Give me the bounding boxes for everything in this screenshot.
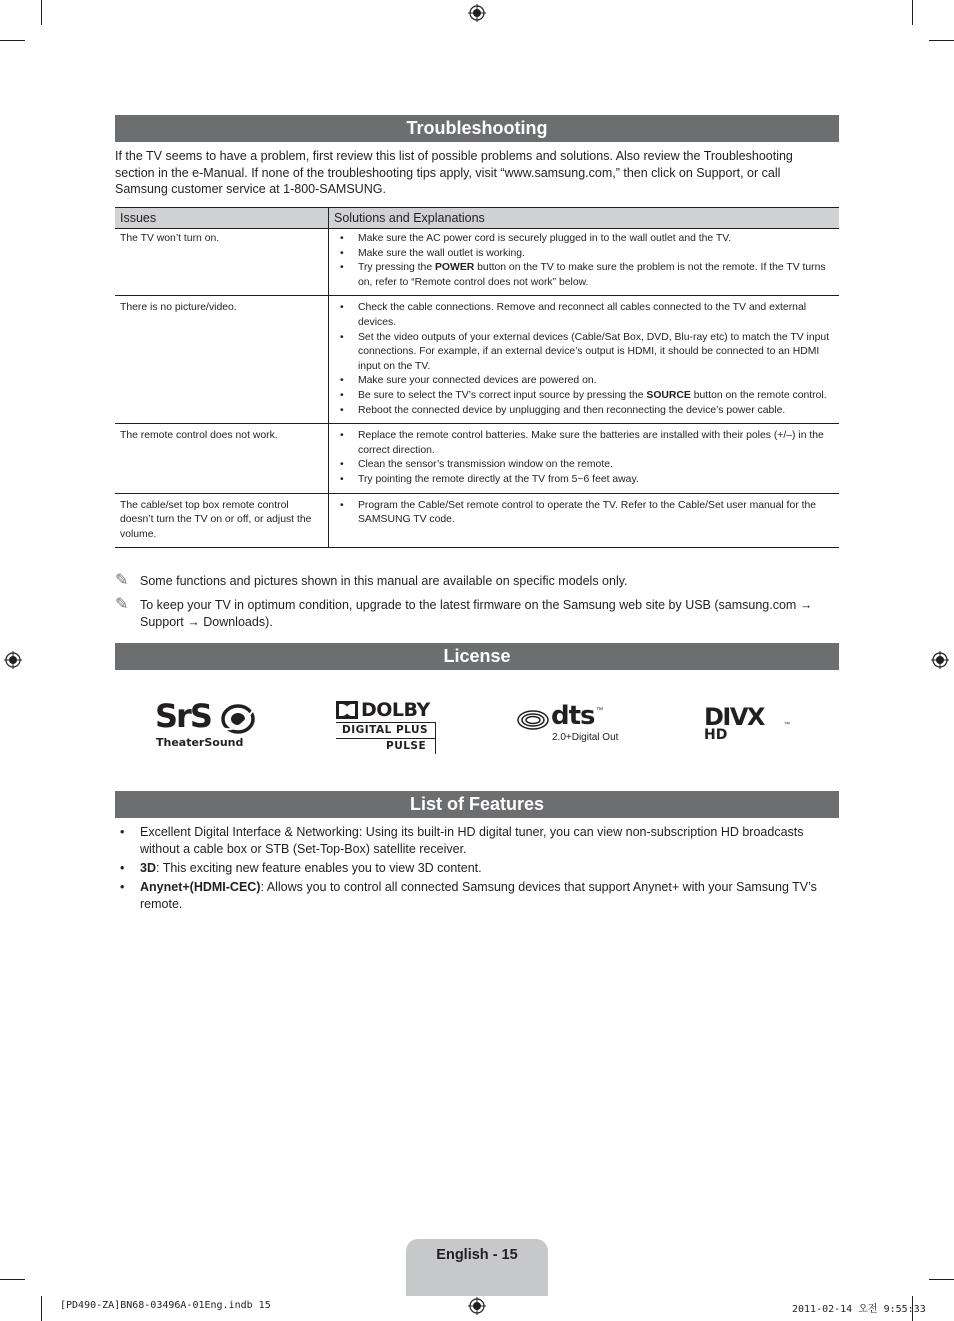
dts-trademark: ™ (596, 707, 603, 714)
dts-logo (516, 701, 621, 747)
solution-item: • Make sure your connected devices are powered on. (334, 374, 834, 389)
solutions-cell (329, 493, 840, 548)
dolby-divider (336, 738, 436, 739)
solution-item: • Clean the sensor’s transmission window on the remote. (334, 458, 834, 473)
feature-label: Anynet+(HDMI-CEC) (140, 880, 261, 894)
note-text: Some functions and pictures shown in this manual are available on specific models only. (140, 574, 628, 588)
crop-mark (41, 0, 42, 25)
file-slug: [PD490-ZA]BN68-03496A-01Eng.indb 15 (60, 1300, 271, 1311)
features-list (115, 824, 835, 915)
solution-item: • Set the video outputs of your external devices (Cable/Sat Box, DVD, Blu-ray etc) to match the TV input connections. For example, if an external device’s output is HDMI, it should be connected to an HDMI input on the TV. (334, 331, 834, 375)
solution-item: • Be sure to select the TV’s correct input source by pressing the SOURCE button on the remote control. (334, 389, 834, 404)
dolby-line1: DIGITAL PLUS (342, 724, 429, 736)
troubleshooting-table (115, 207, 839, 548)
list-item (115, 879, 835, 913)
pencil-icon: ✎ (115, 572, 129, 589)
note-text: To keep your TV in optimum condition, upgrade to the latest firmware on the Samsung web site by USB (samsung.com → Support → Downloads). (140, 598, 813, 629)
table-header-row (115, 208, 839, 229)
note (115, 597, 839, 631)
feature-text: Excellent Digital Interface & Networking: Using its built-in HD digital tuner, you can view non-subscription HD broadcasts without a cable box or STB (Set-Top-Box) satellite receiver. (140, 825, 804, 856)
crop-mark (0, 40, 25, 41)
solution-item: • Reboot the connected device by unplugging and then reconnecting the device’s power cable. (334, 404, 834, 419)
solution-item: • Program the Cable/Set remote control to operate the TV. Refer to the Cable/Set user manual for the SAMSUNG TV code. (334, 499, 834, 528)
solutions-cell (329, 424, 840, 493)
srs-logo-wordmark: SrS (155, 697, 211, 735)
list-item (115, 824, 835, 858)
dolby-divider (336, 722, 436, 723)
pencil-icon: ✎ (115, 596, 129, 613)
dts-wordmark: dts (551, 701, 595, 731)
srs-circle-icon (221, 704, 255, 734)
dolby-wordmark: DOLBY (361, 699, 430, 721)
license-title: License (115, 643, 839, 670)
dolby-line2: PULSE (386, 740, 427, 752)
list-item (115, 860, 835, 877)
timestamp-slug: 2011-02-14 오전 9:55:33 (792, 1304, 926, 1315)
solution-item: • Make sure the wall outlet is working. (334, 247, 834, 262)
feature-text: : This exciting new feature enables you to view 3D content. (155, 861, 482, 875)
solution-item: • Try pointing the remote directly at the TV from 5~6 feet away. (334, 473, 834, 488)
registration-mark-icon (4, 651, 22, 669)
registration-mark-icon (931, 651, 949, 669)
crop-mark (912, 0, 913, 25)
issue-cell: The cable/set top box remote control doesn’t turn the TV on or off, or adjust the volume. (115, 493, 329, 548)
feature-text: : Allows you to control all connected Samsung devices that support Anynet+ with your Samsung TV’s remote. (140, 880, 817, 911)
dolby-logo (336, 700, 438, 754)
solutions-cell (329, 229, 840, 296)
registration-mark-icon (468, 4, 486, 22)
solutions-cell (329, 296, 840, 424)
solution-item: • Try pressing the POWER button on the TV to make sure the problem is not the remote. If the TV turns on, refer to “Remote control does not work” below. (334, 261, 834, 290)
divx-trademark: ™ (784, 722, 790, 728)
divx-logo (704, 703, 794, 746)
crop-mark (41, 1296, 42, 1321)
solution-item: • Make sure the AC power cord is securely plugged in to the wall outlet and the TV. (334, 232, 834, 247)
issue-cell: The remote control does not work. (115, 424, 329, 493)
divx-subtitle: HD (704, 727, 728, 743)
solution-item: • Replace the remote control batteries. Make sure the batteries are installed with their poles (+/–) in the correct direction. (334, 429, 834, 458)
solution-item: • Check the cable connections. Remove and reconnect all cables connected to the TV and external devices. (334, 301, 834, 330)
troubleshooting-title: Troubleshooting (115, 115, 839, 142)
note (115, 573, 839, 590)
divx-wordmark: DIVX (704, 703, 764, 731)
table-row (115, 424, 839, 493)
srs-logo (155, 697, 260, 751)
crop-mark (0, 1279, 25, 1280)
srs-logo-subtitle: TheaterSound (156, 736, 244, 749)
page-number: English - 15 (436, 1247, 518, 1263)
table-row (115, 296, 839, 424)
registration-mark-icon (468, 1297, 486, 1315)
column-header-issues: Issues (115, 208, 329, 229)
features-title: List of Features (115, 791, 839, 818)
crop-mark (929, 40, 954, 41)
feature-label: 3D (140, 861, 156, 875)
dts-swoosh-icon (516, 709, 550, 731)
table-row (115, 229, 839, 296)
crop-mark (929, 1279, 954, 1280)
button-name: POWER (435, 262, 475, 274)
dolby-double-d-icon (336, 701, 358, 719)
button-name: SOURCE (646, 389, 691, 401)
dts-subtitle: 2.0+Digital Out (552, 732, 619, 743)
page-number-tab (406, 1239, 548, 1296)
dolby-divider (435, 722, 436, 754)
column-header-solutions: Solutions and Explanations (329, 208, 840, 229)
table-row (115, 493, 839, 548)
troubleshooting-intro: If the TV seems to have a problem, first review this list of possible problems and solutions. Also review the Troubleshooting section in the e-Manual. If none of the troubleshooting tips apply, visit “www.samsung.com,” then click on Support, or call Samsung customer service at 1-800-SAMSUNG. (115, 149, 793, 196)
issue-cell: The TV won’t turn on. (115, 229, 329, 296)
issue-cell: There is no picture/video. (115, 296, 329, 424)
